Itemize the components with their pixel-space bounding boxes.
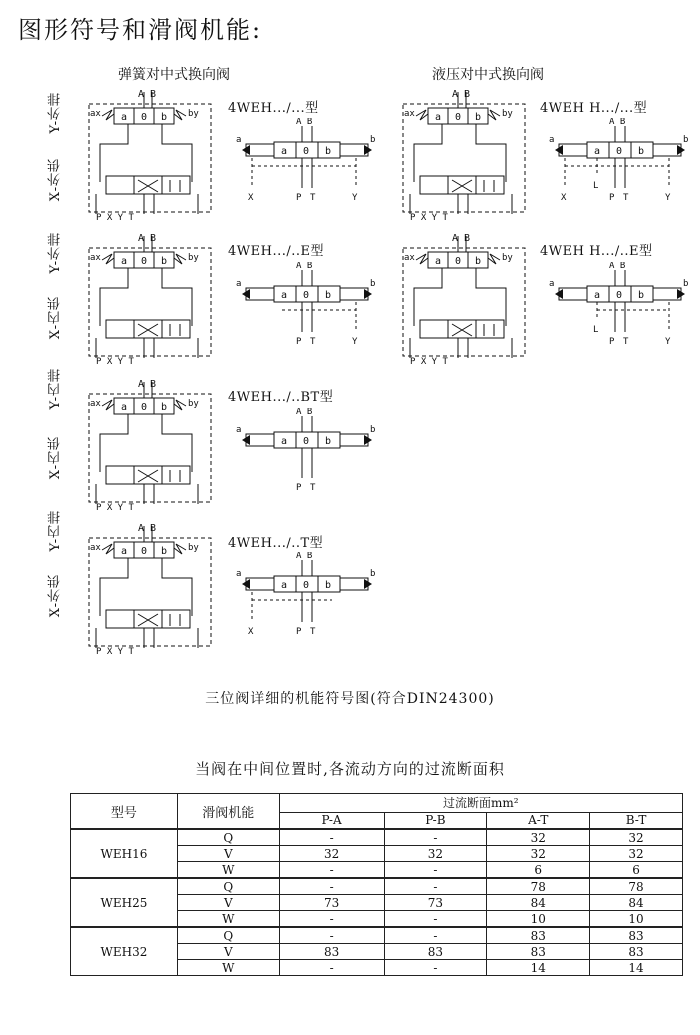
- pilot-valve-symbol: [88, 86, 213, 221]
- model-label: 4WEH.../..BT型: [228, 390, 334, 405]
- side-label-top: Y-外排: [48, 232, 63, 274]
- port-label-ab: A B: [138, 233, 157, 244]
- pos-0-label: 0: [616, 146, 623, 157]
- sol-a-label: a: [549, 135, 555, 145]
- flow-area-table: [70, 793, 683, 976]
- port-label-ab: A B: [452, 89, 471, 100]
- port-p: P: [296, 337, 302, 347]
- value-cell: 6: [590, 862, 683, 879]
- sol-b-label: b: [161, 256, 168, 267]
- port-p: P: [296, 193, 302, 203]
- value-cell: 83: [487, 944, 590, 960]
- port-label-ab: A B: [296, 118, 313, 127]
- port-l: L: [593, 181, 599, 191]
- sol-b-label: b: [370, 279, 376, 289]
- a-pos-label: a: [594, 290, 601, 301]
- port-y: Y: [665, 193, 671, 203]
- port-t: T: [310, 483, 316, 493]
- value-cell: 10: [487, 911, 590, 928]
- side-label-top: Y-内排: [48, 510, 63, 552]
- value-cell: -: [279, 927, 384, 944]
- figure-caption: 三位阀详细的机能符号图(符合DIN24300): [205, 691, 495, 707]
- value-cell: -: [384, 878, 487, 895]
- value-cell: -: [279, 829, 384, 846]
- port-y: Y: [665, 337, 671, 347]
- value-cell: 73: [279, 895, 384, 911]
- port-label-ab: A B: [296, 262, 313, 271]
- simplified-valve-symbol: [222, 118, 382, 208]
- port-p: P: [609, 193, 615, 203]
- header-col: B-T: [590, 812, 683, 829]
- model-label: 4WEH H.../..E型: [540, 244, 653, 259]
- sol-a-label: a: [549, 279, 555, 289]
- header-area: 过流断面mm²: [279, 794, 682, 813]
- simplified-valve-symbol: [222, 408, 382, 498]
- port-p: P: [609, 337, 615, 347]
- header-model: 型号: [71, 794, 178, 830]
- pos-0-label: 0: [455, 112, 462, 123]
- port-label-ab: A B: [138, 523, 157, 534]
- value-cell: 32: [487, 829, 590, 846]
- value-cell: -: [384, 829, 487, 846]
- model-cell: WEH16: [71, 829, 178, 878]
- port-t: T: [623, 193, 629, 203]
- value-cell: 84: [590, 895, 683, 911]
- port-label-ab: A B: [296, 552, 313, 561]
- value-cell: -: [384, 927, 487, 944]
- sol-a-label: a: [121, 546, 128, 557]
- function-cell: W: [177, 862, 279, 879]
- port-t: T: [623, 337, 629, 347]
- pos-0-label: 0: [616, 290, 623, 301]
- sol-b-label: b: [161, 402, 168, 413]
- port-label-ab: A B: [609, 262, 626, 271]
- pilot-ports-label: P X Y T: [96, 503, 134, 511]
- port-x: X: [561, 193, 567, 203]
- value-cell: -: [384, 911, 487, 928]
- port-t: T: [310, 193, 316, 203]
- port-label-ab: A B: [452, 233, 471, 244]
- value-cell: 73: [384, 895, 487, 911]
- table-row: [71, 878, 683, 895]
- value-cell: 32: [487, 846, 590, 862]
- port-t: T: [310, 627, 316, 637]
- table-caption: 当阀在中间位置时,各流动方向的过流断面积: [195, 760, 505, 778]
- bx-label: by: [188, 399, 199, 409]
- port-label-ab: A B: [138, 89, 157, 100]
- pilot-valve-symbol: [402, 86, 527, 221]
- sol-b-label: b: [683, 135, 689, 145]
- value-cell: 6: [487, 862, 590, 879]
- pilot-ports-label: P X Y T: [96, 213, 134, 221]
- hydraulic-centered-heading: 液压对中式换向阀: [432, 67, 544, 83]
- function-cell: Q: [177, 829, 279, 846]
- sol-a-label: a: [236, 569, 242, 579]
- value-cell: 83: [590, 927, 683, 944]
- ax-label: ax: [404, 253, 415, 263]
- value-cell: -: [279, 878, 384, 895]
- model-label: 4WEH.../...型: [228, 101, 319, 116]
- simplified-valve-symbol: [535, 262, 695, 352]
- ax-label: ax: [404, 109, 415, 119]
- b-pos-label: b: [325, 146, 332, 157]
- bx-label: by: [188, 109, 199, 119]
- pilot-ports-label: P X Y T: [410, 213, 448, 221]
- side-label-top: Y-内排: [48, 368, 63, 410]
- function-cell: V: [177, 944, 279, 960]
- pos-0-label: 0: [141, 256, 148, 267]
- port-label-ab: A B: [296, 408, 313, 417]
- function-cell: V: [177, 895, 279, 911]
- value-cell: 83: [590, 944, 683, 960]
- sol-b-label: b: [475, 256, 482, 267]
- side-label-bottom: X-外供: [48, 574, 63, 618]
- model-label: 4WEH H.../...型: [540, 101, 648, 116]
- value-cell: 78: [487, 878, 590, 895]
- pos-0-label: 0: [303, 290, 310, 301]
- port-y: Y: [352, 193, 358, 203]
- side-label-top: Y-外排: [48, 92, 63, 134]
- function-cell: W: [177, 911, 279, 928]
- sol-a-label: a: [236, 279, 242, 289]
- pilot-ports-label: P X Y T: [410, 357, 448, 365]
- a-pos-label: a: [281, 146, 288, 157]
- sol-b-label: b: [370, 135, 376, 145]
- sol-a-label: a: [236, 425, 242, 435]
- pos-0-label: 0: [141, 112, 148, 123]
- side-label-bottom: X-外供: [48, 158, 63, 202]
- sol-b-label: b: [683, 279, 689, 289]
- ax-label: ax: [90, 399, 101, 409]
- table-row: [71, 829, 683, 846]
- value-cell: 84: [487, 895, 590, 911]
- sol-a-label: a: [435, 256, 442, 267]
- port-label-ab: A B: [138, 379, 157, 390]
- value-cell: 83: [487, 927, 590, 944]
- b-pos-label: b: [325, 436, 332, 447]
- header-col: A-T: [487, 812, 590, 829]
- sol-a-label: a: [121, 402, 128, 413]
- pilot-valve-symbol: [88, 520, 213, 655]
- sol-a-label: a: [435, 112, 442, 123]
- model-cell: WEH32: [71, 927, 178, 976]
- bx-label: by: [502, 109, 513, 119]
- value-cell: 83: [384, 944, 487, 960]
- simplified-valve-symbol: [535, 118, 695, 208]
- port-t: T: [310, 337, 316, 347]
- value-cell: -: [279, 960, 384, 976]
- model-cell: WEH25: [71, 878, 178, 927]
- bx-label: by: [188, 253, 199, 263]
- pos-0-label: 0: [303, 146, 310, 157]
- pilot-valve-symbol: [88, 376, 213, 511]
- side-label-bottom: X-内供: [48, 436, 63, 480]
- pos-0-label: 0: [303, 436, 310, 447]
- value-cell: 14: [590, 960, 683, 976]
- a-pos-label: a: [594, 146, 601, 157]
- value-cell: -: [384, 862, 487, 879]
- value-cell: 32: [590, 829, 683, 846]
- value-cell: -: [279, 911, 384, 928]
- port-label-ab: A B: [609, 118, 626, 127]
- a-pos-label: a: [281, 436, 288, 447]
- a-pos-label: a: [281, 580, 288, 591]
- port-l: L: [593, 325, 599, 335]
- value-cell: 32: [384, 846, 487, 862]
- sol-b-label: b: [161, 112, 168, 123]
- value-cell: 10: [590, 911, 683, 928]
- port-y: Y: [352, 337, 358, 347]
- ax-label: ax: [90, 543, 101, 553]
- function-cell: V: [177, 846, 279, 862]
- value-cell: 32: [590, 846, 683, 862]
- value-cell: -: [279, 862, 384, 879]
- pilot-ports-label: P X Y T: [96, 357, 134, 365]
- bx-label: by: [502, 253, 513, 263]
- function-cell: W: [177, 960, 279, 976]
- page-title: 图形符号和滑阀机能:: [18, 16, 263, 44]
- sol-b-label: b: [161, 546, 168, 557]
- pilot-valve-symbol: [88, 230, 213, 365]
- sol-a-label: a: [236, 135, 242, 145]
- pilot-ports-label: P X Y T: [96, 647, 134, 655]
- a-pos-label: a: [281, 290, 288, 301]
- header-function: 滑阀机能: [177, 794, 279, 830]
- table-row: [71, 927, 683, 944]
- sol-b-label: b: [370, 425, 376, 435]
- pos-0-label: 0: [141, 402, 148, 413]
- bx-label: by: [188, 543, 199, 553]
- b-pos-label: b: [325, 580, 332, 591]
- header-col: P-B: [384, 812, 487, 829]
- value-cell: 83: [279, 944, 384, 960]
- simplified-valve-symbol: [222, 262, 382, 352]
- ax-label: ax: [90, 253, 101, 263]
- sol-b-label: b: [475, 112, 482, 123]
- spring-centered-heading: 弹簧对中式换向阀: [118, 67, 230, 83]
- value-cell: 14: [487, 960, 590, 976]
- sol-b-label: b: [370, 569, 376, 579]
- value-cell: 78: [590, 878, 683, 895]
- pos-0-label: 0: [141, 546, 148, 557]
- sol-a-label: a: [121, 112, 128, 123]
- port-x: X: [248, 627, 254, 637]
- value-cell: 32: [279, 846, 384, 862]
- simplified-valve-symbol: [222, 552, 382, 642]
- port-p: P: [296, 483, 302, 493]
- pilot-valve-symbol: [402, 230, 527, 365]
- header-col: P-A: [279, 812, 384, 829]
- pos-0-label: 0: [303, 580, 310, 591]
- sol-a-label: a: [121, 256, 128, 267]
- model-label: 4WEH.../..T型: [228, 536, 324, 551]
- b-pos-label: b: [325, 290, 332, 301]
- port-p: P: [296, 627, 302, 637]
- function-cell: Q: [177, 878, 279, 895]
- value-cell: -: [384, 960, 487, 976]
- pos-0-label: 0: [455, 256, 462, 267]
- model-label: 4WEH.../..E型: [228, 244, 324, 259]
- port-x: X: [248, 193, 254, 203]
- ax-label: ax: [90, 109, 101, 119]
- side-label-bottom: X-内供: [48, 296, 63, 340]
- b-pos-label: b: [638, 146, 645, 157]
- b-pos-label: b: [638, 290, 645, 301]
- function-cell: Q: [177, 927, 279, 944]
